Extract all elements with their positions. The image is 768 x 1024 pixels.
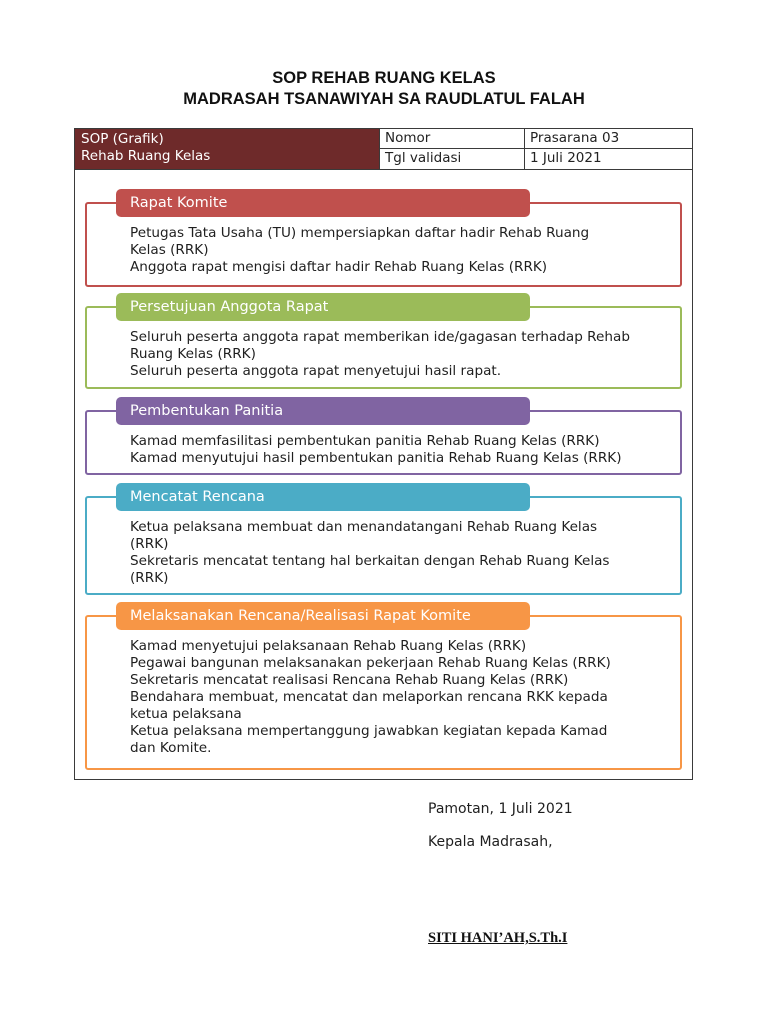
step-line: (RRK): [130, 570, 169, 586]
step-line: Anggota rapat mengisi daftar hadir Rehab Ruang Kelas (RRK): [130, 259, 548, 275]
step-title-rapat-komite: Rapat Komite: [116, 189, 530, 217]
step-title-persetujuan: Persetujuan Anggota Rapat: [116, 293, 530, 321]
document-subtitle: MADRASAH TSANAWIYAH SA RAUDLATUL FALAH: [183, 90, 585, 108]
step-line: Pegawai bangunan melaksanakan pekerjaan Rehab Ruang Kelas (RRK): [130, 655, 611, 671]
step-line: Ketua pelaksana membuat dan menandatangani Rehab Ruang Kelas: [130, 519, 598, 535]
tgl-validasi-value: 1 Juli 2021: [524, 148, 693, 170]
tgl-validasi-label: Tgl validasi: [379, 148, 525, 170]
step-line: Kelas (RRK): [130, 242, 209, 258]
step-text-rapat-komite: [130, 225, 630, 276]
step-line: dan Komite.: [130, 740, 212, 756]
step-text-mencatat-rencana: [130, 519, 630, 587]
step-text-persetujuan: [130, 329, 630, 380]
step-line: Bendahara membuat, mencatat dan melaporkan rencana RKK kepada: [130, 689, 608, 705]
signature-name: SITI HANI’AH,S.Th.I: [428, 930, 568, 946]
step-title-melaksanakan-rencana: Melaksanakan Rencana/Realisasi Rapat Komite: [116, 602, 530, 630]
sop-label: SOP (Grafik): [81, 131, 164, 147]
nomor-value: Prasarana 03: [524, 128, 693, 149]
step-line: Seluruh peserta anggota rapat memberikan ide/gagasan terhadap Rehab: [130, 329, 630, 345]
step-line: Kamad menyutujui hasil pembentukan panitia Rehab Ruang Kelas (RRK): [130, 450, 622, 466]
step-line: ketua pelaksana: [130, 706, 242, 722]
step-text-pembentukan-panitia: [130, 433, 630, 467]
step-line: Sekretaris mencatat tentang hal berkaitan dengan Rehab Ruang Kelas: [130, 553, 610, 569]
signature-place-date: Pamotan, 1 Juli 2021: [428, 801, 573, 817]
step-line: Kamad memfasilitasi pembentukan panitia Rehab Ruang Kelas (RRK): [130, 433, 600, 449]
sop-header-cell: [74, 128, 380, 170]
step-line: Petugas Tata Usaha (TU) mempersiapkan daftar hadir Rehab Ruang: [130, 225, 590, 241]
signature-role: Kepala Madrasah,: [428, 834, 553, 850]
step-line: Seluruh peserta anggota rapat menyetujui hasil rapat.: [130, 363, 502, 379]
step-title-mencatat-rencana: Mencatat Rencana: [116, 483, 530, 511]
nomor-label: Nomor: [379, 128, 525, 149]
document-title: SOP REHAB RUANG KELAS: [272, 69, 496, 87]
step-line: Ketua pelaksana mempertanggung jawabkan kegiatan kepada Kamad: [130, 723, 608, 739]
step-text-melaksanakan-rencana: [130, 638, 630, 757]
step-line: (RRK): [130, 536, 169, 552]
step-line: Kamad menyetujui pelaksanaan Rehab Ruang Kelas (RRK): [130, 638, 527, 654]
step-line: Ruang Kelas (RRK): [130, 346, 256, 362]
step-line: Sekretaris mencatat realisasi Rencana Rehab Ruang Kelas (RRK): [130, 672, 569, 688]
step-title-pembentukan-panitia: Pembentukan Panitia: [116, 397, 530, 425]
sop-name: Rehab Ruang Kelas: [81, 148, 211, 164]
